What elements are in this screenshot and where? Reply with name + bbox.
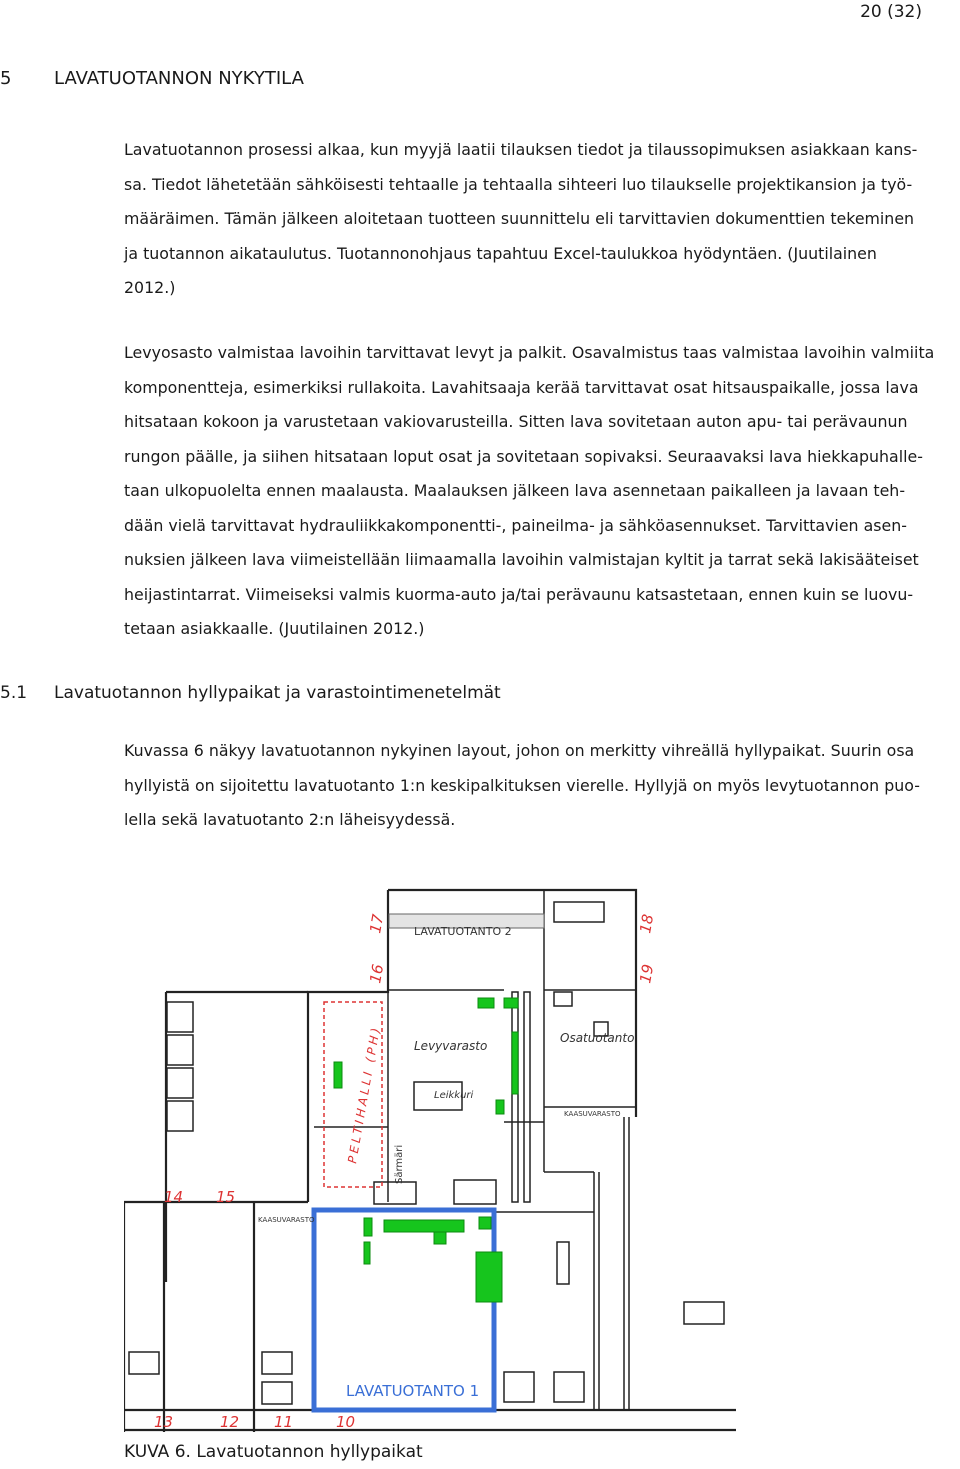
page-number: 20 (32) [860,2,922,22]
column-number: 19 [636,962,658,985]
column-number: 17 [366,912,388,935]
lavatuotanto2-label: LAVATUOTANTO 2 [414,925,512,938]
column-number: 10 [336,1413,356,1431]
figure-caption: KUVA 6. Lavatuotannon hyllypaikat [124,1442,423,1462]
shelf [496,1100,504,1114]
column-number: 12 [220,1413,240,1431]
shelf [334,1062,342,1088]
subsection-heading [0,683,501,703]
sarmari-label: Särmäri [394,1144,405,1184]
peltihalli-label: PELTIHALLI (PH) [345,1024,384,1165]
shelf [364,1218,372,1236]
paragraph-1 [124,133,960,306]
shelf [504,998,518,1008]
paragraph-3 [124,734,960,838]
text-line: heijastintarrat. Viimeiseksi valmis kuorma-auto ja/tai perävaunu katsastetaan, ennen kuin se luovu- [124,584,914,604]
shelf [434,1232,446,1244]
text-line: 2012.) [124,278,176,297]
text-line: Levyosasto valmistaa lavoihin tarvittavat levyt ja palkit. Osavalmistus taas valmistaa lavoihin valmiita [124,343,935,362]
text-line: dään vielä tarvittavat hydrauliikkakomponentti-, paineilma- ja sähköasennukset. Tarvittavien asen- [124,515,907,535]
kaasuvarasto-2-label: KAASUVARASTO [258,1216,315,1224]
section-title: LAVATUOTANNON NYKYTILA [54,68,304,89]
section-number: 5 [0,68,12,89]
shelf [479,1217,491,1229]
osavalmistus-label: Osatuotanto [560,1031,635,1045]
lavatuotanto1-label: LAVATUOTANTO 1 [346,1382,480,1400]
text-line: hyllyistä on sijoitettu lavatuotanto 1:n keskipalkituksen vierelle. Hyllyjä on myös levytuotannon puo- [124,775,920,795]
text-line: tetaan asiakkaalle. (Juutilainen 2012.) [124,619,425,638]
column-number: 13 [154,1413,174,1431]
paragraph-2 [124,336,960,647]
text-line: komponentteja, esimerkiksi rullakoita. Lavahitsaaja kerää tarvittavat osat hitsauspaikalle, jossa lava [124,377,919,397]
leikkuri-label: Leikkuri [434,1090,474,1101]
text-line: ja tuotannon aikataulutus. Tuotannonohjaus tapahtuu Excel-taulukkoa hyödyntäen. (Juutilainen [124,243,877,263]
text-line: hitsataan kokoon ja varustetaan vakiovarusteilla. Sitten lava sovitetaan auton apu- tai perävaunun [124,412,908,431]
text-line: sa. Tiedot lähetetään sähköisesti tehtaalle ja tehtaalla sihteeri luo tilaukselle projektikansion ja työ- [124,174,913,194]
shelf [364,1242,370,1264]
column-number: 18 [636,912,658,935]
layout-figure [124,872,736,1432]
subsection-number: 5.1 [0,683,28,703]
column-number: 15 [216,1188,236,1206]
levyvarasto-label: Levyvarasto [414,1039,488,1053]
text-line: lella sekä lavatuotanto 2:n läheisyydessä. [124,810,456,829]
shelf [478,998,494,1008]
subsection-title: Lavatuotannon hyllypaikat ja varastointimenetelmät [54,683,501,703]
column-number: 16 [366,962,388,985]
text-line: Lavatuotannon prosessi alkaa, kun myyjä laatii tilauksen tiedot ja tilaussopimuksen asiakkaan kans- [124,140,918,159]
text-line: Kuvassa 6 näkyy lavatuotannon nykyinen layout, johon on merkitty vihreällä hyllypaikat. Suurin osa [124,741,915,760]
shelf [476,1252,502,1302]
text-line: taan ulkopuolelta ennen maalausta. Maalauksen jälkeen lava asennetaan paikalleen ja lavaan teh- [124,481,906,500]
text-line: määräimen. Tämän jälkeen aloitetaan tuotteen suunnittelu eli tarvittavien dokumenttien tekeminen [124,209,915,228]
kaasuvarasto-label: KAASUVARASTO [564,1110,621,1118]
text-line: rungon päälle, ja siihen hitsataan loput osat ja sovitetaan sopivaksi. Seuraavaksi lava hiekkapuhalle- [124,446,923,466]
section-heading [0,68,304,89]
shelf [384,1220,464,1232]
figure-background [124,872,736,1432]
text-line: nuksien jälkeen lava viimeistellään liimaamalla lavoihin valmistajan kyltit ja tarrat sekä lakisääteiset [124,550,919,569]
shelf [512,1032,518,1094]
column-number: 11 [274,1413,294,1431]
column-number: 14 [164,1188,184,1206]
